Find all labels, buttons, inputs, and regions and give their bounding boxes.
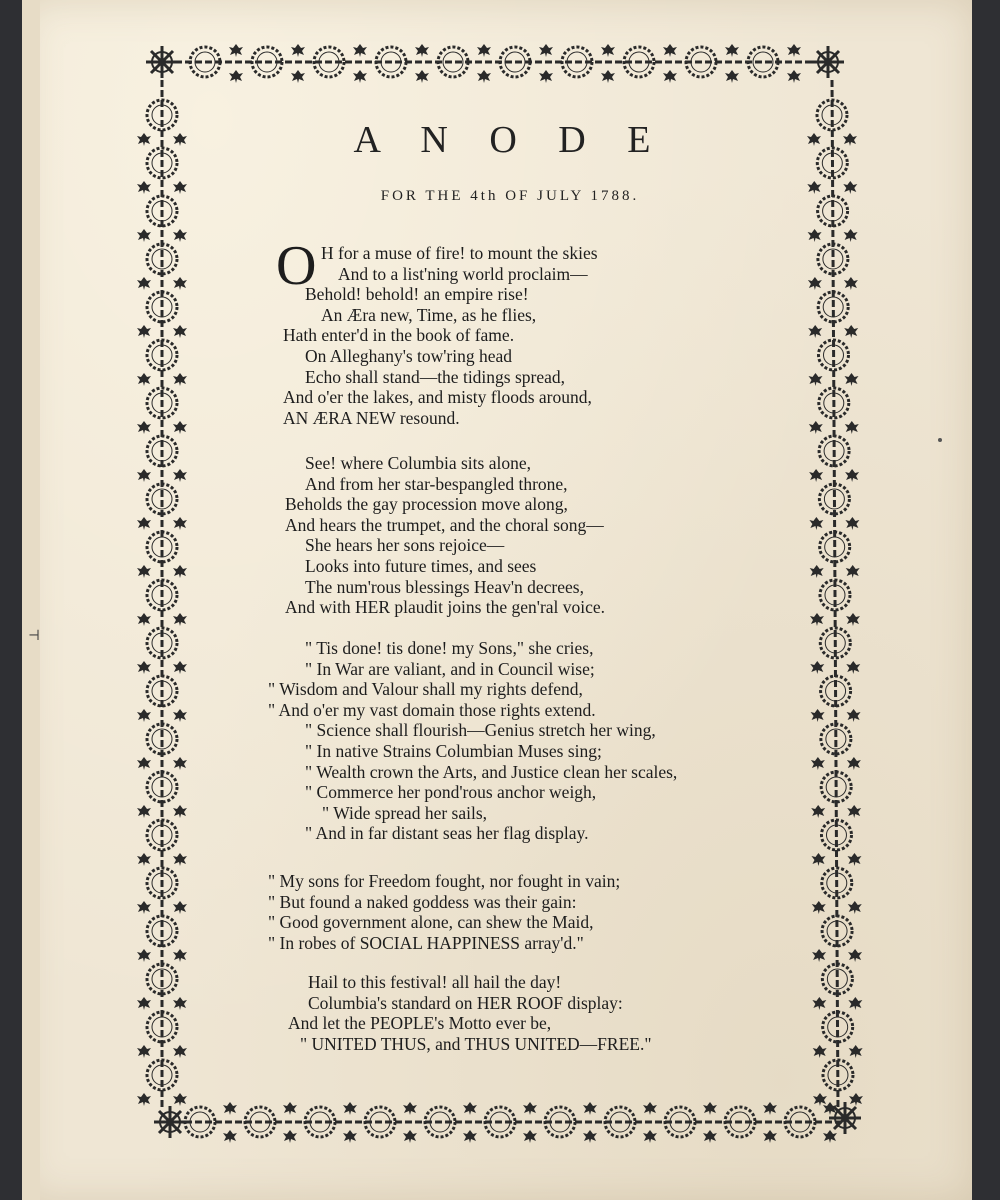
- leaf-ornament: [291, 44, 305, 57]
- leaf-ornament: [137, 613, 151, 626]
- leaf-ornament: [477, 70, 491, 83]
- wreath-ornament: [147, 964, 177, 994]
- leaf-ornament: [137, 181, 151, 194]
- leaf-ornament: [813, 1093, 827, 1106]
- leaf-ornament: [477, 44, 491, 57]
- poem-line: AN ÆRA NEW resound.: [283, 407, 460, 428]
- wreath-ornament: [821, 772, 851, 802]
- poem-line: " Good government alone, can shew the Maid,: [268, 912, 594, 933]
- leaf-ornament: [813, 1045, 827, 1058]
- poem-line: Looks into future times, and sees: [305, 556, 537, 576]
- leaf-ornament: [173, 853, 187, 866]
- leaf-ornament: [173, 421, 187, 434]
- leaf-ornament: [173, 709, 187, 722]
- leaf-ornament: [812, 901, 826, 914]
- leaf-ornament: [843, 181, 857, 194]
- wreath-ornament: [822, 964, 852, 994]
- poem-line: And with HER plaudit joins the gen'ral voice.: [285, 597, 606, 618]
- leaf-ornament: [343, 1102, 357, 1115]
- leaf-ornament: [283, 1102, 297, 1115]
- leaf-ornament: [725, 44, 739, 57]
- leaf-ornament: [845, 469, 859, 482]
- leaf-ornament: [173, 805, 187, 818]
- poem-line: Hath enter'd in the book of fame.: [283, 325, 515, 346]
- leaf-ornament: [845, 517, 859, 530]
- poem-line: And let the PEOPLE's Motto ever be,: [288, 1013, 552, 1034]
- leaf-ornament: [173, 181, 187, 194]
- leaf-ornament: [137, 517, 151, 530]
- leaf-ornament: [173, 613, 187, 626]
- leaf-ornament: [291, 70, 305, 83]
- leaf-ornament: [353, 44, 367, 57]
- leaf-ornament: [173, 517, 187, 530]
- leaf-ornament: [823, 1130, 837, 1143]
- drop-cap: O: [276, 235, 317, 297]
- leaf-ornament: [843, 133, 857, 146]
- poem-line: Beholds the gay procession move along,: [285, 494, 568, 515]
- leaf-ornament: [601, 44, 615, 57]
- poem-line: " In War are valiant, and in Council wise;: [305, 658, 595, 679]
- wreath-ornament: [147, 244, 177, 274]
- leaf-ornament: [847, 757, 861, 770]
- poem-line: " Wide spread her sails,: [322, 802, 488, 823]
- fold-mark: ⊣: [28, 628, 41, 644]
- leaf-ornament: [849, 1093, 863, 1106]
- leaf-ornament: [137, 373, 151, 386]
- poem-line: An Æra new, Time, as he flies,: [321, 304, 537, 325]
- leaf-ornament: [137, 805, 151, 818]
- corner-rosette: [154, 1106, 186, 1138]
- poem-line: " UNITED THUS, and THUS UNITED—FREE.": [300, 1033, 652, 1054]
- leaf-ornament: [415, 70, 429, 83]
- leaf-ornament: [601, 70, 615, 83]
- leaf-ornament: [403, 1130, 417, 1143]
- leaf-ornament: [846, 613, 860, 626]
- poem-line: She hears her sons rejoice—: [305, 535, 505, 556]
- leaf-ornament: [137, 661, 151, 674]
- leaf-ornament: [583, 1130, 597, 1143]
- leaf-ornament: [643, 1102, 657, 1115]
- poem-line: The num'rous blessings Heav'n decrees,: [305, 576, 584, 597]
- border-rope: [832, 80, 838, 1110]
- leaf-ornament: [463, 1130, 477, 1143]
- leaf-ornament: [539, 44, 553, 57]
- leaf-ornament: [137, 853, 151, 866]
- leaf-ornament: [725, 70, 739, 83]
- leaf-ornament: [173, 469, 187, 482]
- leaf-ornament: [173, 757, 187, 770]
- leaf-ornament: [415, 44, 429, 57]
- wreath-ornament: [820, 532, 850, 562]
- poem-line: And from her star-bespangled throne,: [305, 473, 568, 494]
- leaf-ornament: [137, 277, 151, 290]
- leaf-ornament: [663, 44, 677, 57]
- leaf-ornament: [223, 1102, 237, 1115]
- leaf-ornament: [787, 44, 801, 57]
- leaf-ornament: [173, 133, 187, 146]
- leaf-ornament: [137, 997, 151, 1010]
- leaf-ornament: [173, 901, 187, 914]
- leaf-ornament: [787, 70, 801, 83]
- leaf-ornament: [809, 469, 823, 482]
- leaf-ornament: [539, 70, 553, 83]
- leaf-ornament: [229, 70, 243, 83]
- leaf-ornament: [173, 277, 187, 290]
- leaf-ornament: [229, 44, 243, 57]
- leaf-ornament: [137, 133, 151, 146]
- leaf-ornament: [810, 613, 824, 626]
- leaf-ornament: [137, 469, 151, 482]
- leaf-ornament: [846, 565, 860, 578]
- wreath-ornament: [147, 724, 177, 754]
- leaf-ornament: [844, 373, 858, 386]
- leaf-ornament: [137, 757, 151, 770]
- poem-line: Columbia's standard on HER ROOF display:: [308, 992, 623, 1013]
- leaf-ornament: [808, 325, 822, 338]
- poem-line: " Wealth crown the Arts, and Justice clean her scales,: [305, 761, 678, 782]
- leaf-ornament: [137, 229, 151, 242]
- poem-line: " In native Strains Columbian Muses sing;: [305, 741, 602, 761]
- leaf-ornament: [703, 1102, 717, 1115]
- poem-line: " Science shall flourish—Genius stretch her wing,: [305, 720, 656, 741]
- leaf-ornament: [809, 421, 823, 434]
- leaf-ornament: [849, 1045, 863, 1058]
- leaf-ornament: [137, 1093, 151, 1106]
- wreath-ornament: [147, 484, 177, 514]
- leaf-ornament: [137, 325, 151, 338]
- leaf-ornament: [353, 70, 367, 83]
- leaf-ornament: [173, 565, 187, 578]
- leaf-ornament: [173, 229, 187, 242]
- leaf-ornament: [811, 757, 825, 770]
- poem-title: A N O D E: [353, 119, 667, 161]
- leaf-ornament: [137, 709, 151, 722]
- leaf-ornament: [283, 1130, 297, 1143]
- leaf-ornament: [808, 277, 822, 290]
- leaf-ornament: [173, 997, 187, 1010]
- leaf-ornament: [343, 1130, 357, 1143]
- leaf-ornament: [523, 1102, 537, 1115]
- wreath-ornament: [819, 484, 849, 514]
- poem-line: And o'er the lakes, and misty floods around,: [283, 387, 592, 408]
- leaf-ornament: [812, 949, 826, 962]
- leaf-ornament: [808, 229, 822, 242]
- leaf-ornament: [173, 661, 187, 674]
- wreath-ornament: [818, 292, 848, 322]
- leaf-ornament: [137, 949, 151, 962]
- leaf-ornament: [811, 805, 825, 818]
- poem-line: " And o'er my vast domain those rights extend.: [268, 699, 596, 720]
- leaf-ornament: [846, 661, 860, 674]
- leaf-ornament: [663, 70, 677, 83]
- leaf-ornament: [763, 1102, 777, 1115]
- poem-line: Hail to this festival! all hail the day!: [308, 972, 562, 992]
- leaf-ornament: [173, 325, 187, 338]
- wreath-ornament: [823, 1012, 853, 1042]
- leaf-ornament: [810, 565, 824, 578]
- leaf-ornament: [844, 277, 858, 290]
- leaf-ornament: [847, 853, 861, 866]
- wreath-ornament: [748, 47, 778, 77]
- leaf-ornament: [403, 1102, 417, 1115]
- leaf-ornament: [808, 373, 822, 386]
- wreath-ornament: [821, 724, 851, 754]
- leaf-ornament: [848, 949, 862, 962]
- leaf-ornament: [763, 1130, 777, 1143]
- leaf-ornament: [173, 373, 187, 386]
- poem-line: " In robes of SOCIAL HAPPINESS array'd.": [268, 932, 584, 953]
- poem-line: H for a muse of fire! to mount the skies: [321, 243, 598, 263]
- leaf-ornament: [523, 1130, 537, 1143]
- poem-line: " My sons for Freedom fought, nor fought in vain;: [268, 871, 621, 891]
- poem-line: " Tis done! tis done! my Sons," she cries,: [305, 638, 594, 658]
- leaf-ornament: [809, 517, 823, 530]
- leaf-ornament: [848, 997, 862, 1010]
- wreath-ornament: [818, 244, 848, 274]
- leaf-ornament: [811, 853, 825, 866]
- leaf-ornament: [137, 901, 151, 914]
- leaf-ornament: [844, 325, 858, 338]
- poem-line: " Commerce her pond'rous anchor weigh,: [305, 782, 597, 803]
- leaf-ornament: [812, 997, 826, 1010]
- poem-subtitle: FOR THE 4th OF JULY 1788.: [380, 188, 640, 204]
- leaf-ornament: [847, 709, 861, 722]
- leaf-ornament: [847, 805, 861, 818]
- leaf-ornament: [137, 565, 151, 578]
- poem-line: See! where Columbia sits alone,: [305, 453, 531, 473]
- poem-line: On Alleghany's tow'ring head: [305, 346, 513, 366]
- poem-line: " And in far distant seas her flag display.: [305, 823, 589, 844]
- leaf-ornament: [173, 949, 187, 962]
- leaf-ornament: [643, 1130, 657, 1143]
- wreath-ornament: [438, 47, 468, 77]
- leaf-ornament: [583, 1102, 597, 1115]
- leaf-ornament: [173, 1093, 187, 1106]
- leaf-ornament: [845, 421, 859, 434]
- leaf-ornament: [848, 901, 862, 914]
- leaf-ornament: [703, 1130, 717, 1143]
- poem-line: Echo shall stand—the tidings spread,: [305, 366, 566, 387]
- leaf-ornament: [844, 229, 858, 242]
- poem-line: " Wisdom and Valour shall my rights defend,: [268, 679, 583, 700]
- leaf-ornament: [173, 1045, 187, 1058]
- leaf-ornament: [137, 421, 151, 434]
- leaf-ornament: [463, 1102, 477, 1115]
- leaf-ornament: [223, 1130, 237, 1143]
- leaf-ornament: [137, 1045, 151, 1058]
- poem-line: " But found a naked goddess was their gain:: [268, 891, 577, 912]
- leaf-ornament: [811, 709, 825, 722]
- poem-line: Behold! behold! an empire rise!: [305, 284, 529, 305]
- leaf-ornament: [810, 661, 824, 674]
- corner-rosette: [812, 46, 844, 78]
- poem-line: And hears the trumpet, and the choral song—: [285, 514, 604, 535]
- poem-line: And to a list'ning world proclaim—: [338, 263, 588, 284]
- corner-rosette: [146, 46, 178, 78]
